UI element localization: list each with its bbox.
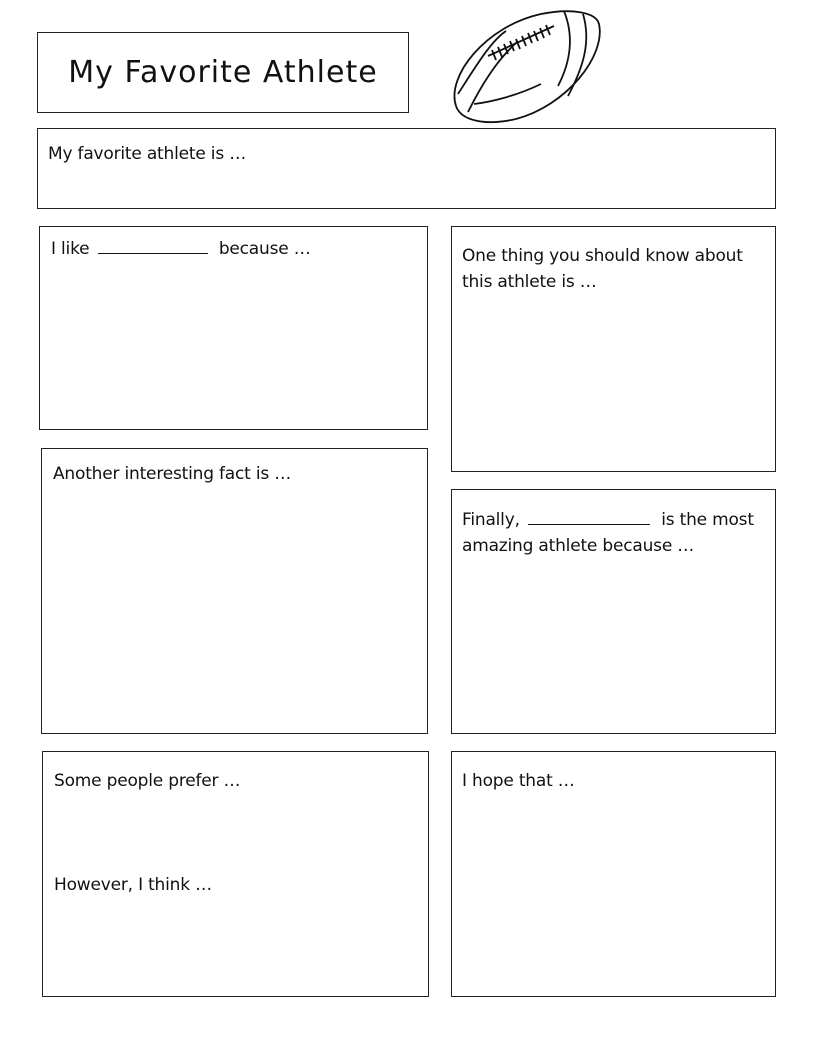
finally-prompt [462, 507, 767, 559]
know-about-box[interactable] [451, 226, 776, 472]
however-prompt: However, I think … [54, 875, 212, 895]
football-icon [446, 6, 606, 126]
interesting-fact-prompt: Another interesting fact is … [53, 464, 292, 484]
hope-box[interactable] [451, 751, 776, 997]
i-like-prompt [51, 236, 311, 262]
prefer-prompt: Some people prefer … [54, 771, 241, 791]
i-like-box[interactable] [39, 226, 428, 430]
finally-prefix: Finally, [462, 510, 520, 530]
i-like-suffix: because … [218, 239, 311, 259]
title-box [37, 32, 409, 113]
finally-blank[interactable] [528, 510, 650, 525]
know-about-prompt: One thing you should know about this athlete is … [462, 246, 743, 292]
hope-prompt: I hope that … [462, 771, 575, 791]
finally-box[interactable] [451, 489, 776, 734]
i-like-prefix: I like [51, 239, 90, 259]
favorite-athlete-prompt: My favorite athlete is … [48, 144, 246, 164]
interesting-fact-box[interactable] [41, 448, 428, 734]
prefer-box[interactable] [42, 751, 429, 997]
page-title: My Favorite Athlete [68, 55, 378, 90]
i-like-blank[interactable] [98, 239, 208, 254]
finally-suffix: is the most amazing athlete because … [462, 510, 754, 556]
favorite-athlete-box[interactable] [37, 128, 776, 209]
